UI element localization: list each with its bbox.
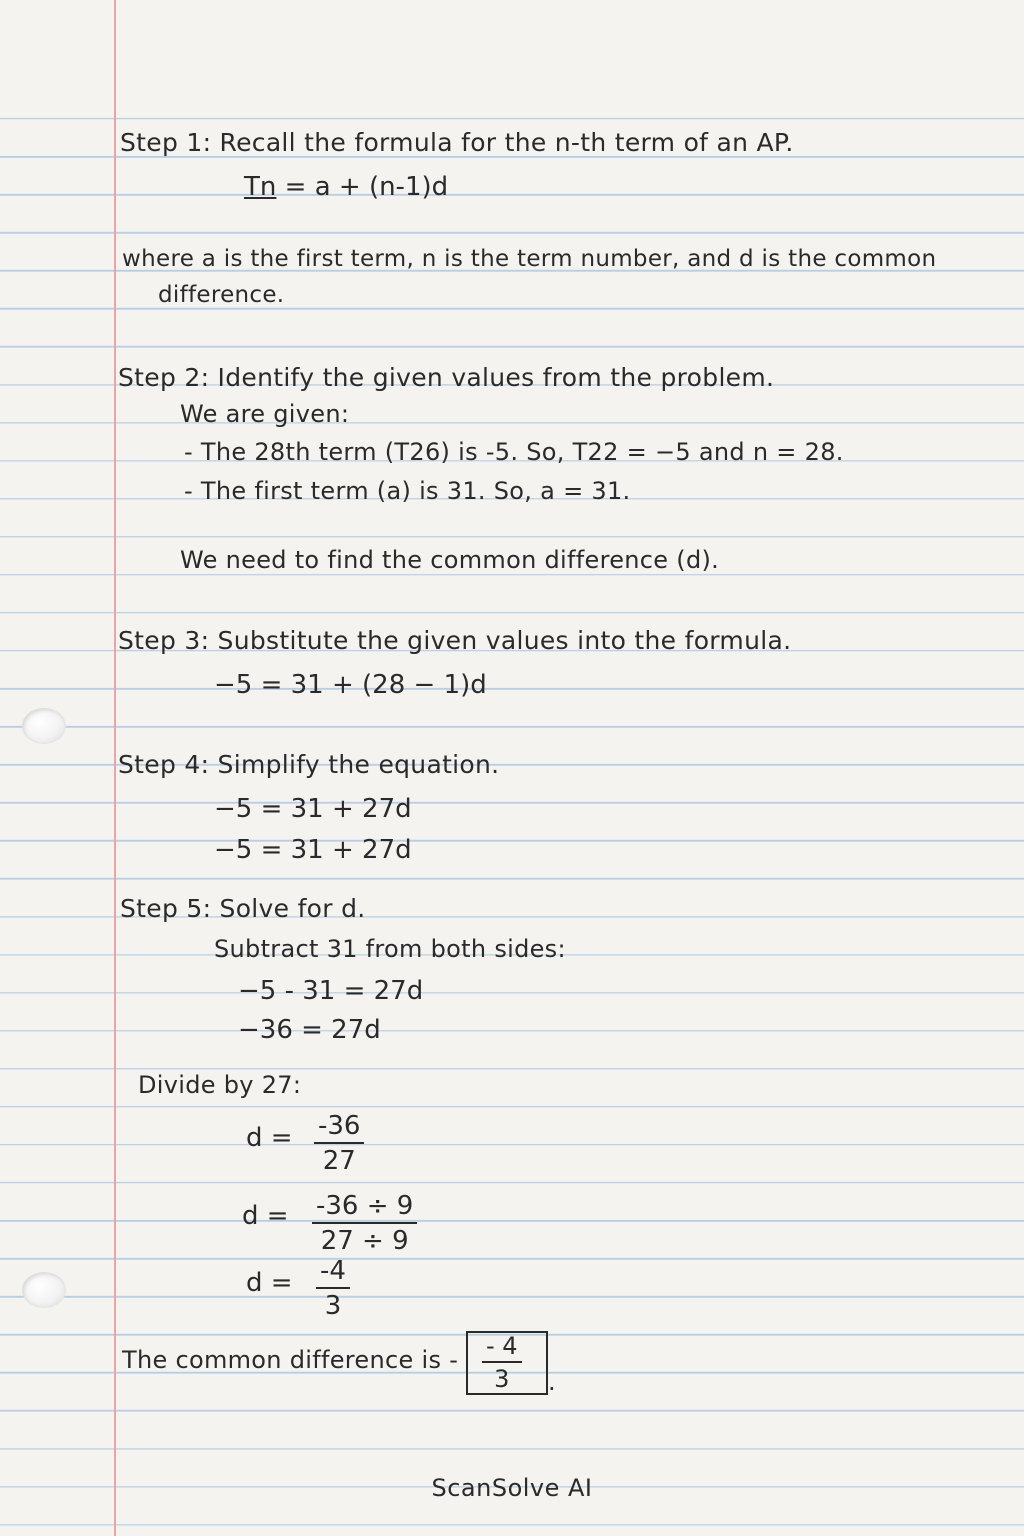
fraction-step3 [316,1258,350,1319]
conclusion-text: The common difference is - [122,1346,459,1374]
step5-divide: Divide by 27: [138,1071,302,1099]
step4-equation2: −5 = 31 + 27d [214,835,412,865]
fraction-denominator: 27 [322,1146,356,1176]
formula-lhs: Tn [244,172,277,202]
d-label: d = [242,1201,289,1231]
step2-need: We need to find the common difference (d). [180,546,720,574]
fraction-numerator: -36 [314,1113,364,1144]
fraction-step2 [312,1193,417,1254]
answer-denominator: 3 [494,1365,510,1393]
step5-equation2: −36 = 27d [238,1015,381,1045]
step1-formula [244,174,448,200]
d-label: d = [246,1268,293,1298]
punch-hole [22,1272,66,1308]
margin-line [114,0,116,1536]
answer-numerator: - 4 [482,1334,522,1363]
step2-title: Step 2: Identify the given values from the problem. [118,363,775,392]
step1-where-line1: where a is the first term, n is the term number, and d is the common [122,246,937,272]
formula-rhs: = a + (n-1)d [284,172,449,202]
step3-title: Step 3: Substitute the given values into the formula. [118,626,792,655]
punch-hole [22,708,66,744]
step5-subtract: Subtract 31 from both sides: [214,935,566,963]
step4-equation1: −5 = 31 + 27d [214,794,412,824]
step1-title: Step 1: Recall the formula for the n-th term of an AP. [120,128,794,157]
step2-bullet2: - The first term (a) is 31. So, a = 31. [184,477,631,505]
step1-where-line2: difference. [158,282,285,308]
fraction-numerator: -36 ÷ 9 [312,1193,417,1224]
fraction-numerator: -4 [316,1258,350,1289]
step4-title: Step 4: Simplify the equation. [118,750,500,779]
step2-intro: We are given: [180,400,350,428]
step2-bullet1: - The 28th term (T26) is -5. So, T22 = −5 and n = 28. [184,438,844,466]
fraction-denominator: 3 [324,1291,342,1321]
d-label: d = [246,1123,293,1153]
step5-equation1: −5 - 31 = 27d [238,976,424,1006]
fraction-step1 [314,1113,364,1174]
conclusion-period: . [548,1368,556,1396]
step5-title: Step 5: Solve for d. [120,894,366,923]
step3-equation: −5 = 31 + (28 − 1)d [214,670,487,700]
fraction-denominator: 27 ÷ 9 [320,1226,409,1256]
answer-fraction [482,1334,522,1391]
footer-brand: ScanSolve AI [431,1474,593,1502]
